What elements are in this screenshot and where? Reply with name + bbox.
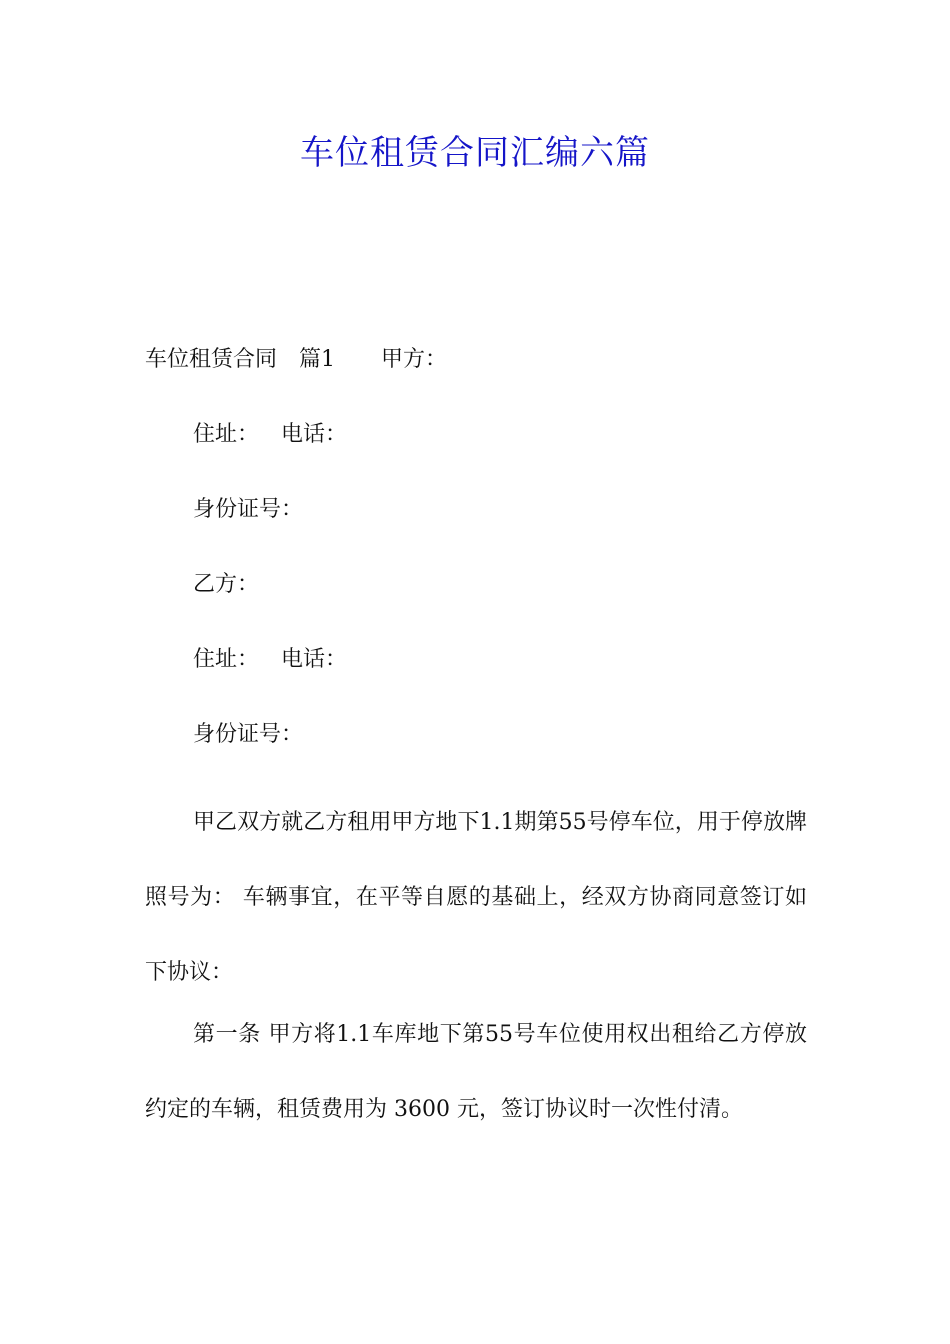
party-b-label: 乙方：	[193, 572, 260, 597]
header-line	[145, 335, 807, 410]
article-label: 篇1	[299, 347, 336, 372]
party-a-label: 甲方：	[381, 347, 448, 372]
party-b-line	[145, 560, 807, 635]
document-title: 车位租赁合同汇编六篇	[300, 133, 650, 173]
party-a-id-line	[145, 485, 807, 560]
party-b-phone-label: 电话：	[281, 647, 348, 672]
party-b-id-label: 身份证号：	[193, 722, 304, 747]
party-b-address-label: 住址：	[193, 647, 260, 672]
party-a-phone-label: 电话：	[281, 422, 348, 447]
document-body	[145, 335, 807, 1147]
party-a-address-label: 住址：	[193, 422, 260, 447]
contract-label: 车位租赁合同	[145, 347, 278, 372]
paragraph-article-1: 第一条 甲方将1.1车库地下第55号车位使用权出租给乙方停放约定的车辆，租赁费用为 3600 元，签订协议时一次性付清。	[145, 1022, 807, 1122]
paragraph-agreement: 甲乙双方就乙方租用甲方地下1.1期第55号停车位，用于停放牌照号为： 车辆事宜，在平等自愿的基础上，经双方协商同意签订如下协议：	[145, 810, 807, 985]
party-a-id-label: 身份证号：	[193, 497, 304, 522]
party-b-contact-line	[145, 635, 807, 710]
party-a-contact-line	[145, 410, 807, 485]
party-b-id-line	[145, 710, 807, 785]
